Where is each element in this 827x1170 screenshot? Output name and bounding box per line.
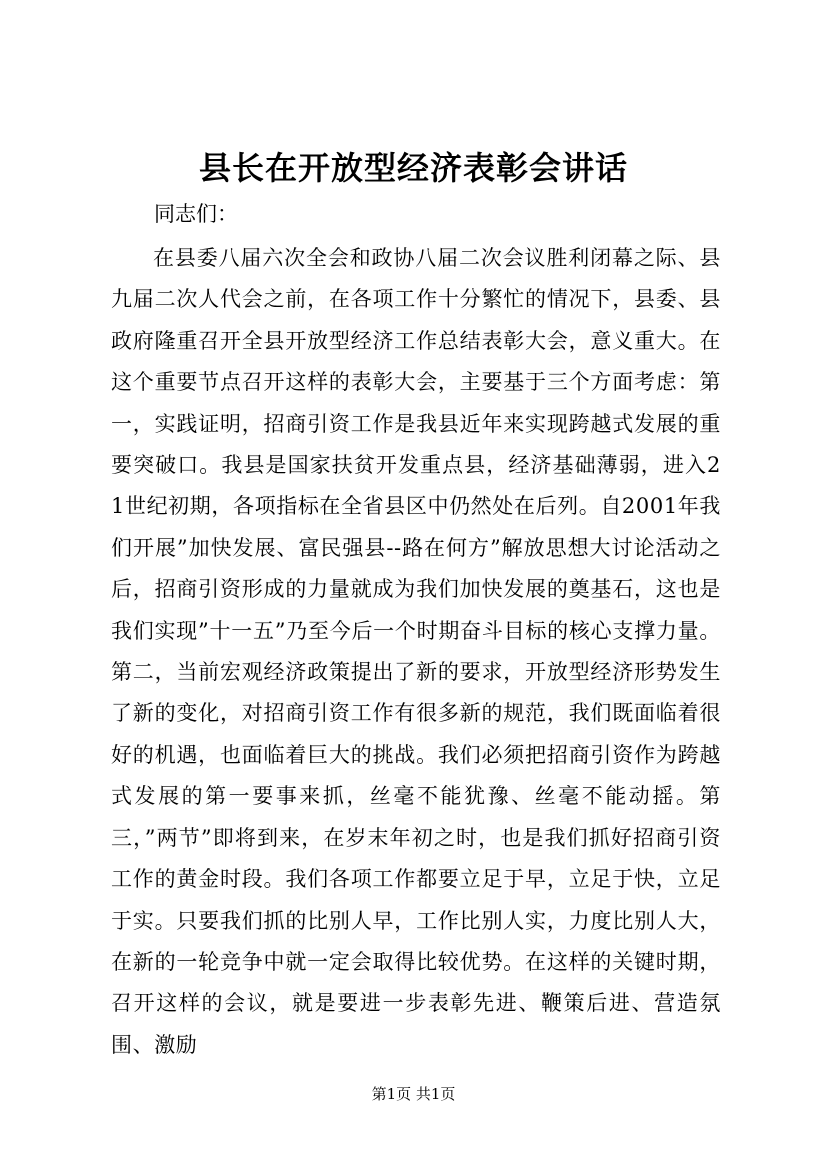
salutation: 同志们： <box>154 202 238 226</box>
body-paragraph: 在县委八届六次全会和政协八届二次会议胜利闭幕之际、县九届二次人代会之前，在各项工作十分繁忙的情况下，县委、县政府隆重召开全县开放型经济工作总结表彰大会，意义重大。在这个重要节点召开这样的表彰大会，主要基于三个方面考虑：第一，实践证明，招商引资工作是我县近年来实现跨越式发展的重要突破口。我县是国家扶贫开发重点县，经济基础薄弱，进入21世纪初期，各项指标在全省县区中仍然处在后列。自2001年我们开展”加快发展、富民强县--路在何方”解放思想大讨论活动之后，招商引资形成的力量就成为我们加快发展的奠基石，这也是我们实现”十一五”乃至今后一个时期奋斗目标的核心支撑力量。第二，当前宏观经济政策提出了新的要求，开放型经济形势发生了新的变化，对招商引资工作有很多新的规范，我们既面临着很好的机遇，也面临着巨大的挑战。我们必须把招商引资作为跨越式发展的第一要事来抓，丝毫不能犹豫、丝毫不能动摇。第三，”两节”即将到来，在岁末年初之时，也是我们抓好招商引资工作的黄金时段。我们各项工作都要立足于早，立足于快，立足于实。只要我们抓的比别人早，工作比别人实，力度比别人大，在新的一轮竞争中就一定会取得比较优势。在这样的关键时期，召开这样的会议，就是要进一步表彰先进、鞭策后进、营造氛围、激励 <box>111 246 721 1057</box>
document-title: 县长在开放型经济表彰会讲话 <box>198 149 628 187</box>
page-number-footer: 第1页 共1页 <box>371 1085 456 1103</box>
